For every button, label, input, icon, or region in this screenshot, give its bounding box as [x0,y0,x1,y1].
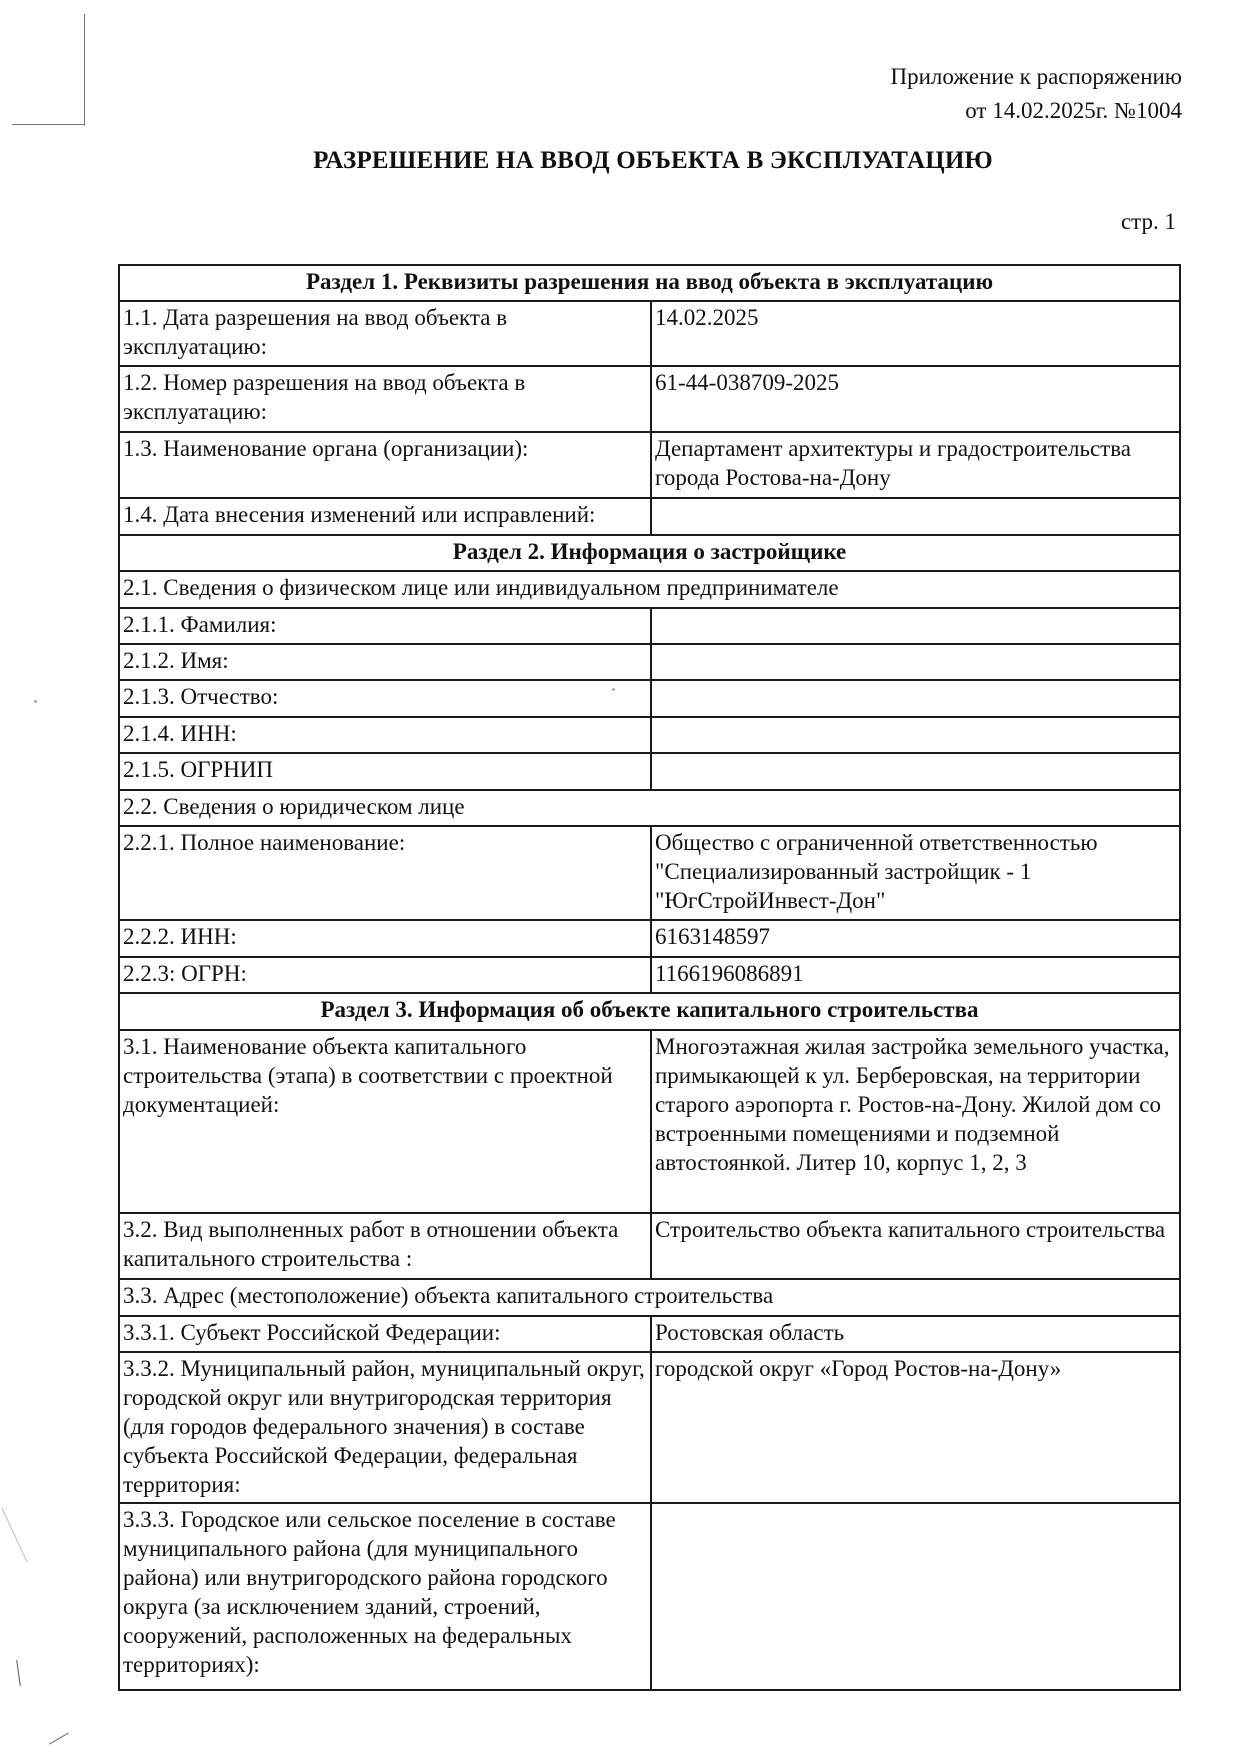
table-row [119,826,1180,920]
subsection-label: 2.2. Сведения о юридическом лице [119,790,1180,826]
row-value: Департамент архитектуры и градостроительства города Ростова-на-Дону [651,432,1180,498]
table-row [119,1316,1180,1352]
section-1-title: Раздел 1. Реквизиты разрешения на ввод объекта в эксплуатацию [119,265,1180,301]
section-2-title: Раздел 2. Информация о застройщике [119,535,1180,571]
row-label: 3.1. Наименование объекта капитального строительства (этапа) в соответствии с проектной документацией: [119,1030,651,1213]
binding-corner-line [12,124,85,125]
row-value: 6163148597 [651,920,1180,957]
row-value [651,753,1180,790]
row-value: 61-44-038709-2025 [651,366,1180,432]
document-title: РАЗРЕШЕНИЕ НА ВВОД ОБЪЕКТА В ЭКСПЛУАТАЦИЮ [313,147,993,174]
table-row [119,1352,1180,1503]
subsection-label: 3.3. Адрес (местоположение) объекта капитального строительства [119,1279,1180,1316]
permit-table [118,264,1181,1691]
table-row [119,1213,1180,1279]
row-label: 3.3.1. Субъект Российской Федерации: [119,1316,651,1352]
row-label: 2.1.2. Имя: [119,644,651,680]
row-label: 2.2.1. Полное наименование: [119,826,651,920]
scan-mark [49,1733,69,1745]
section-header-row [119,535,1180,571]
subsection-label: 2.1. Сведения о физическом лице или индивидуальном предпринимателе [119,571,1180,608]
row-label: 1.4. Дата внесения изменений или исправлений: [119,498,651,535]
row-label: 2.2.3: ОГРН: [119,957,651,993]
row-label: 2.2.2. ИНН: [119,920,651,957]
row-value [651,498,1180,535]
row-label: 3.3.3. Городское или сельское поселение в составе муниципального района (для муниципального района) или внутригородского района городского округа (за исключением зданий, строений, сооружений, расположенных на федеральных территориях): [119,1503,651,1690]
row-value [651,680,1180,717]
row-value: городской округ «Город Ростов-на-Дону» [651,1352,1180,1503]
row-value: Ростовская область [651,1316,1180,1352]
row-label: 2.1.5. ОГРНИП [119,753,651,790]
page-number: стр. 1 [1120,209,1176,234]
table-row [119,957,1180,993]
row-label: 2.1.1. Фамилия: [119,608,651,644]
scan-speck [34,700,37,703]
subsection-row [119,790,1180,826]
table-row [119,432,1180,498]
table-row [119,753,1180,790]
table-row [119,1030,1180,1213]
table-row [119,301,1180,366]
row-value [651,608,1180,644]
appendix-line-1: Приложение к распоряжению [890,64,1182,89]
section-header-row [119,265,1180,301]
row-value: 1166196086891 [651,957,1180,993]
row-value: 14.02.2025 [651,301,1180,366]
scan-mark [1,1508,27,1563]
table-row [119,717,1180,753]
section-3-title: Раздел 3. Информация об объекте капитального строительства [119,993,1180,1030]
row-label: 3.3.2. Муниципальный район, муниципальный округ, городской округ или внутригородская территория (для городов федерального значения) в составе субъекта Российской Федерации, федеральная территория: [119,1352,651,1503]
subsection-row [119,1279,1180,1316]
table-row [119,366,1180,432]
row-label: 2.1.3. Отчество: [119,680,651,717]
row-value [651,1503,1180,1690]
section-header-row [119,993,1180,1030]
row-label: 1.1. Дата разрешения на ввод объекта в эксплуатацию: [119,301,651,366]
table-row [119,920,1180,957]
row-label: 2.1.4. ИНН: [119,717,651,753]
row-value [651,644,1180,680]
row-value: Строительство объекта капитального строительства [651,1213,1180,1279]
row-label: 1.2. Номер разрешения на ввод объекта в эксплуатацию: [119,366,651,432]
subsection-row [119,571,1180,608]
row-label: 3.2. Вид выполненных работ в отношении объекта капитального строительства : [119,1213,651,1279]
row-label: 1.3. Наименование органа (организации): [119,432,651,498]
table-row [119,644,1180,680]
appendix-line-2: от 14.02.2025г. №1004 [965,98,1182,123]
binding-margin-line [84,14,85,126]
table-row [119,498,1180,535]
row-value: Общество с ограниченной ответственностью "Специализированный застройщик - 1 "ЮгСтройИнвест-Дон" [651,826,1180,920]
appendix-reference [890,60,1182,128]
table-row [119,608,1180,644]
scan-mark [16,1660,21,1686]
row-value: Многоэтажная жилая застройка земельного участка, примыкающей к ул. Берберовская, на территории старого аэропорта г. Ростов-на-Дону. Жилой дом со встроенными помещениями и подземной автостоянкой. Литер 10, корпус 1, 2, 3 [651,1030,1180,1213]
row-value [651,717,1180,753]
table-row [119,680,1180,717]
table-row [119,1503,1180,1690]
